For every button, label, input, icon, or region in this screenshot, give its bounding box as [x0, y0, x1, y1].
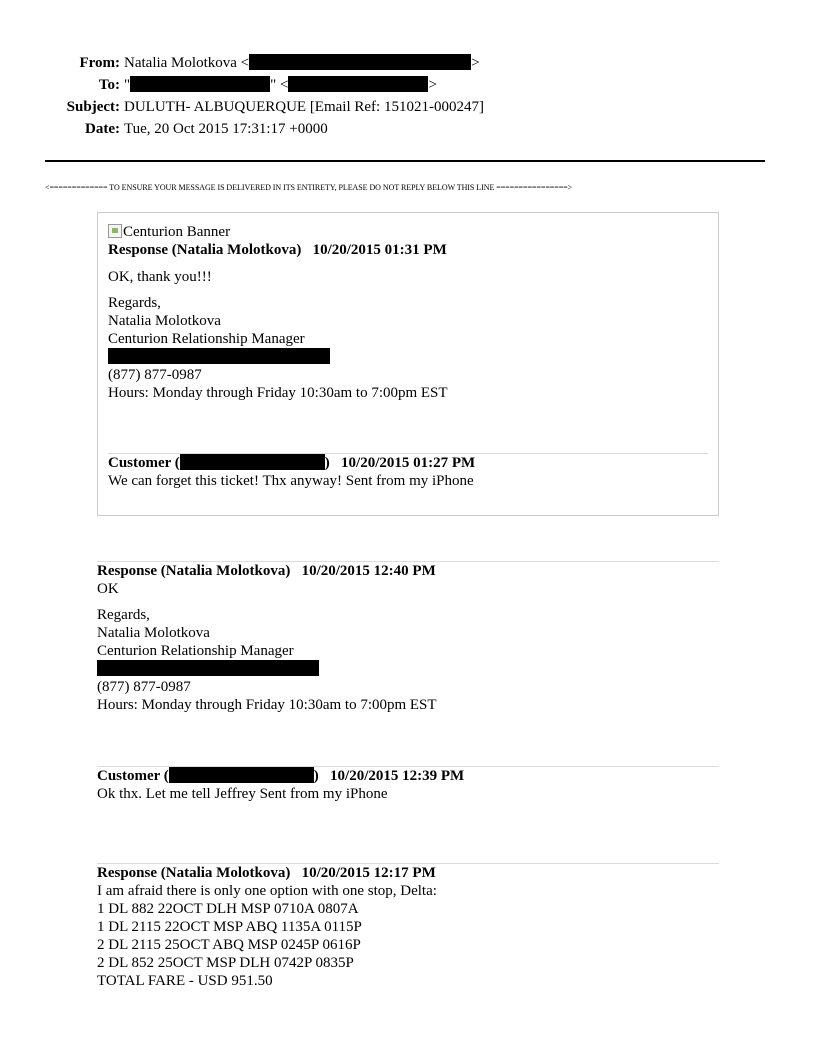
header-to: To: " " < >	[98, 77, 437, 93]
redacted-from-email	[249, 54, 471, 70]
reply-notice: <============= TO ENSURE YOUR MESSAGE IS DELIVERED IN ITS ENTIRETY, PLEASE DO NOT REPLY BELOW THIS LINE ================>	[45, 183, 573, 192]
flight-line: 2 DL 852 25OCT MSP DLH 0742P 0835P	[97, 955, 354, 971]
redacted-to-name	[130, 76, 270, 92]
total-fare: TOTAL FARE - USD 951.50	[97, 973, 273, 989]
date-label: Date:	[85, 121, 120, 137]
flight-line: 1 DL 2115 22OCT MSP ABQ 1135A 0115P	[97, 919, 362, 935]
subject-text: DULUTH- ALBUQUERQUE [Email Ref: 151021-000247]	[124, 99, 484, 115]
message-heading: Response (Natalia Molotkova) 10/20/2015 12:40 PM	[97, 563, 436, 579]
message-body: Ok thx. Let me tell Jeffrey Sent from my iPhone	[97, 786, 388, 802]
message-body: I am afraid there is only one option with one stop, Delta:	[97, 883, 437, 899]
to-label: To:	[98, 77, 120, 93]
signature-name: Natalia Molotkova	[97, 625, 210, 641]
signature-regards: Regards,	[108, 295, 161, 311]
redacted-customer-name	[180, 454, 325, 470]
signature-hours: Hours: Monday through Friday 10:30am to 7:00pm EST	[97, 697, 437, 713]
broken-image-icon	[108, 224, 122, 238]
signature-phone: (877) 877-0987	[108, 367, 202, 383]
signature-title: Centurion Relationship Manager	[108, 331, 305, 347]
message-body: OK	[97, 581, 119, 597]
message-heading: Customer ( ) 10/20/2015 01:27 PM	[108, 455, 476, 471]
signature-name: Natalia Molotkova	[108, 313, 221, 329]
redacted-signature-email	[97, 660, 319, 678]
header-subject	[0, 97, 816, 117]
latest-message-box	[97, 212, 719, 516]
redacted-customer-name	[169, 767, 314, 783]
date-text: Tue, 20 Oct 2015 17:31:17 +0000	[124, 121, 328, 137]
header-date	[0, 119, 816, 139]
flight-line: 2 DL 2115 25OCT ABQ MSP 0245P 0616P	[97, 937, 361, 953]
flight-line: 1 DL 882 22OCT DLH MSP 0710A 0807A	[97, 901, 359, 917]
banner-alt-text: Centurion Banner	[123, 224, 231, 240]
subject-label: Subject:	[66, 99, 120, 115]
banner-image	[108, 223, 230, 241]
redacted-signature-email	[108, 348, 330, 366]
message-body: We can forget this ticket! Thx anyway! Sent from my iPhone	[108, 473, 474, 489]
message-heading: Customer ( ) 10/20/2015 12:39 PM	[97, 768, 465, 784]
redacted-to-email	[288, 76, 428, 92]
message-heading: Response (Natalia Molotkova) 10/20/2015 12:17 PM	[97, 865, 436, 881]
header-divider	[45, 160, 765, 162]
message-heading: Response (Natalia Molotkova) 10/20/2015 01:31 PM	[108, 242, 447, 258]
signature-hours: Hours: Monday through Friday 10:30am to 7:00pm EST	[108, 385, 448, 401]
from-name: Natalia Molotkova	[124, 55, 237, 71]
signature-phone: (877) 877-0987	[97, 679, 191, 695]
header-from: From: Natalia Molotkova < >	[79, 55, 480, 71]
from-label: From:	[79, 55, 120, 71]
signature-title: Centurion Relationship Manager	[97, 643, 294, 659]
signature-regards: Regards,	[97, 607, 150, 623]
message-body: OK, thank you!!!	[108, 269, 212, 285]
